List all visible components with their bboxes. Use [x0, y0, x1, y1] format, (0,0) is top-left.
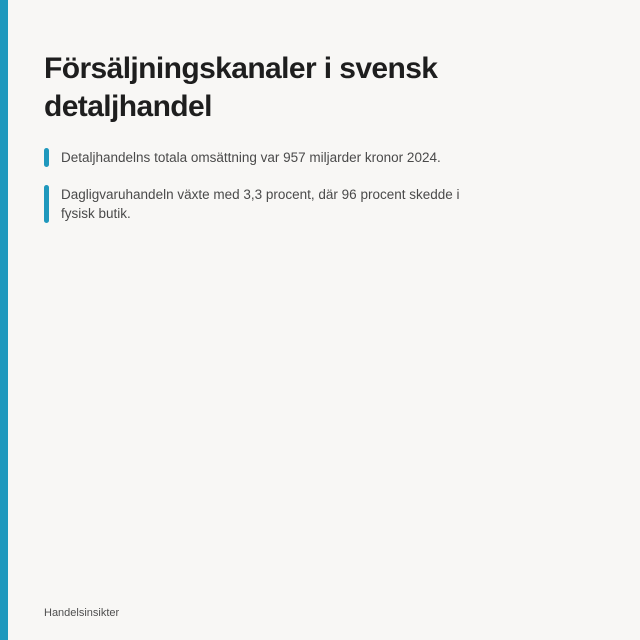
- key-point-item: [44, 185, 564, 223]
- page-title: Försäljningskanaler i svensk detaljhandel: [44, 52, 438, 123]
- key-point-text: Detaljhandelns totala omsättning var 957 miljarder kronor 2024.: [61, 150, 441, 165]
- source-footer: Handelsinsikter: [44, 607, 120, 619]
- left-accent-bar: [0, 0, 8, 640]
- key-points-list: [44, 148, 564, 223]
- article-content: [44, 50, 564, 223]
- key-point-item: [44, 148, 564, 167]
- key-point-marker: [44, 185, 49, 223]
- key-point-marker: [44, 148, 49, 167]
- key-point-text: Dagligvaruhandeln växte med 3,3 procent, där 96 procent skedde i fysisk butik.: [61, 187, 460, 221]
